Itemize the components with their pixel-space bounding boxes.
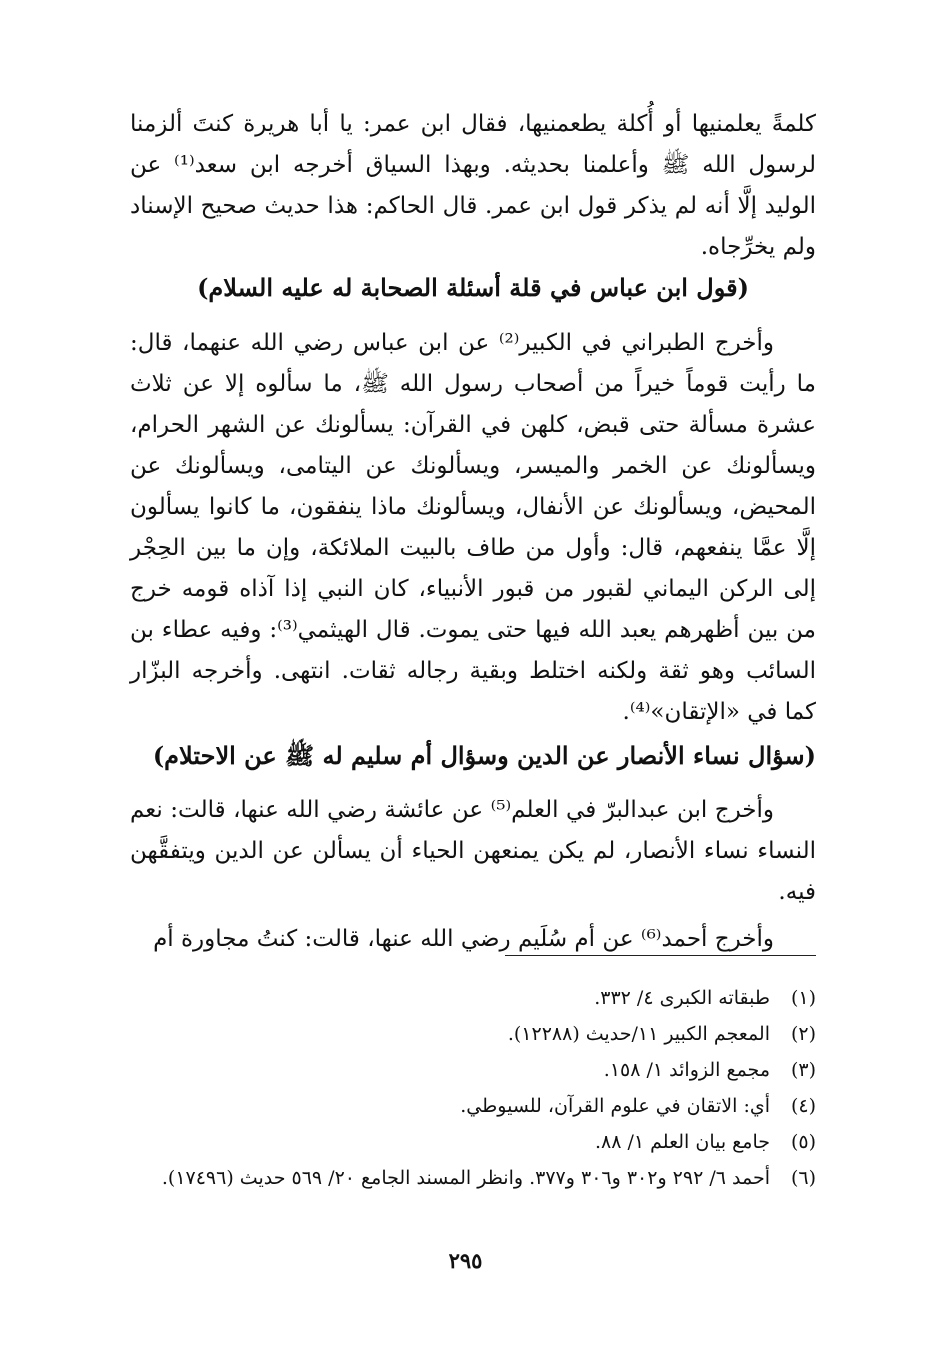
footnote-text: أي: الاتقان في علوم القرآن، للسيوطي. (460, 1095, 770, 1117)
footnote-text: المعجم الكبير ١١/حديث (١٢٢٨٨). (507, 1023, 770, 1045)
footnote-item (130, 1124, 816, 1160)
footnote-separator (505, 955, 816, 956)
section-heading-ansar-women: (سؤال نساء الأنصار عن الدين وسؤال أم سليم له ﷺ عن الاحتلام) (152, 741, 816, 770)
footnote-item (130, 1016, 816, 1052)
footnote-number: (٢) (790, 1023, 816, 1045)
footnote-text: أحمد ٦/ ٢٩٢ و٣٠٢ و٣٠٦ و٣٧٧. وانظر المسند الجامع ٢٠/ ٥٦٩ حديث (١٧٤٩٦). (161, 1167, 770, 1189)
body-text-top (130, 104, 816, 268)
footnote-number: (١) (790, 987, 816, 1009)
footnote-item (130, 1088, 816, 1124)
footnote-item (130, 1160, 816, 1196)
paragraph-ahmad: وأخرج أحمد⁽⁶⁾ عن أم سُلَيم رضي الله عنها، قالت: كنتُ مجاورة أم (153, 926, 774, 952)
footnote-item (130, 980, 816, 1016)
footnote-text: جامع بيان العلم ١/ ٨٨. (594, 1131, 770, 1153)
footnote-number: (٥) (790, 1131, 816, 1153)
footnote-number: (٣) (790, 1059, 816, 1081)
section-heading-ibn-abbas: (قول ابن عباس في قلة أسئلة الصحابة له عليه السلام) (197, 273, 749, 302)
footnote-number: (٤) (790, 1095, 816, 1117)
footnotes (130, 980, 816, 1196)
footnote-text: مجمع الزوائد ١/ ١٥٨. (603, 1059, 770, 1081)
page-number: ٢٩٥ (448, 1248, 483, 1273)
body-text-bottom (130, 790, 816, 960)
footnote-text: طبقاته الكبرى ٤/ ٣٣٢. (594, 987, 770, 1009)
paragraph-tabarani: وأخرج الطبراني في الكبير⁽²⁾ عن ابن عباس رضي الله عنهما، قال: ما رأيت قوماً خيراً من أصحاب رسول الله ﷺ، ما سألوه إلا عن ثلاث عشرة مسألة حتى قبض، كلهن في القرآن: يسألونك عن الشهر الحرام، ويسألونك عن الخمر والميسر، ويسألونك عن اليتامى، ويسألونك عن المحيض، ويسألونك عن الأنفال، ويسألونك ماذا ينفقون، ما كانوا يسألون إلَّا عمَّا ينفعهم، قال: وأول من طاف بالبيت الملائكة، وإن ما بين الحِجْر إلى الركن اليماني لقبور من قبور الأنبياء، كان النبي إذا آذاه قومه خرج من بين أظهرهم يعبد الله فيها حتى يموت. قال الهيثمي⁽³⁾: وفيه عطاء بن السائب وهو ثقة ولكنه اختلط وبقية رجاله ثقات. انتهى. وأخرجه البزّار كما في «الإتقان»⁽⁴⁾. (130, 330, 816, 725)
footnote-number: (٦) (790, 1167, 816, 1189)
paragraph-ibn-abdulbarr: وأخرج ابن عبدالبرّ في العلم⁽⁵⁾ عن عائشة رضي الله عنها، قالت: نعم النساء نساء الأنصار، لم يكن يمنعهن الحياء أن يسألن عن الدين ويتفقَّهن فيه. (130, 797, 816, 905)
body-text-middle (130, 323, 816, 733)
footnote-item (130, 1052, 816, 1088)
paragraph-continuation: كلمةً يعلمنيها أو أُكلة يطعمنيها، فقال ابن عمر: يا أبا هريرة كنتَ ألزمنا لرسول الله ﷺ وأعلمنا بحديثه. وبهذا السياق أخرجه ابن سعد⁽¹⁾ عن الوليد إلَّا أنه لم يذكر قول ابن عمر. قال الحاكم: هذا حديث صحيح الإسناد ولم يخرِّجاه. (130, 111, 816, 260)
